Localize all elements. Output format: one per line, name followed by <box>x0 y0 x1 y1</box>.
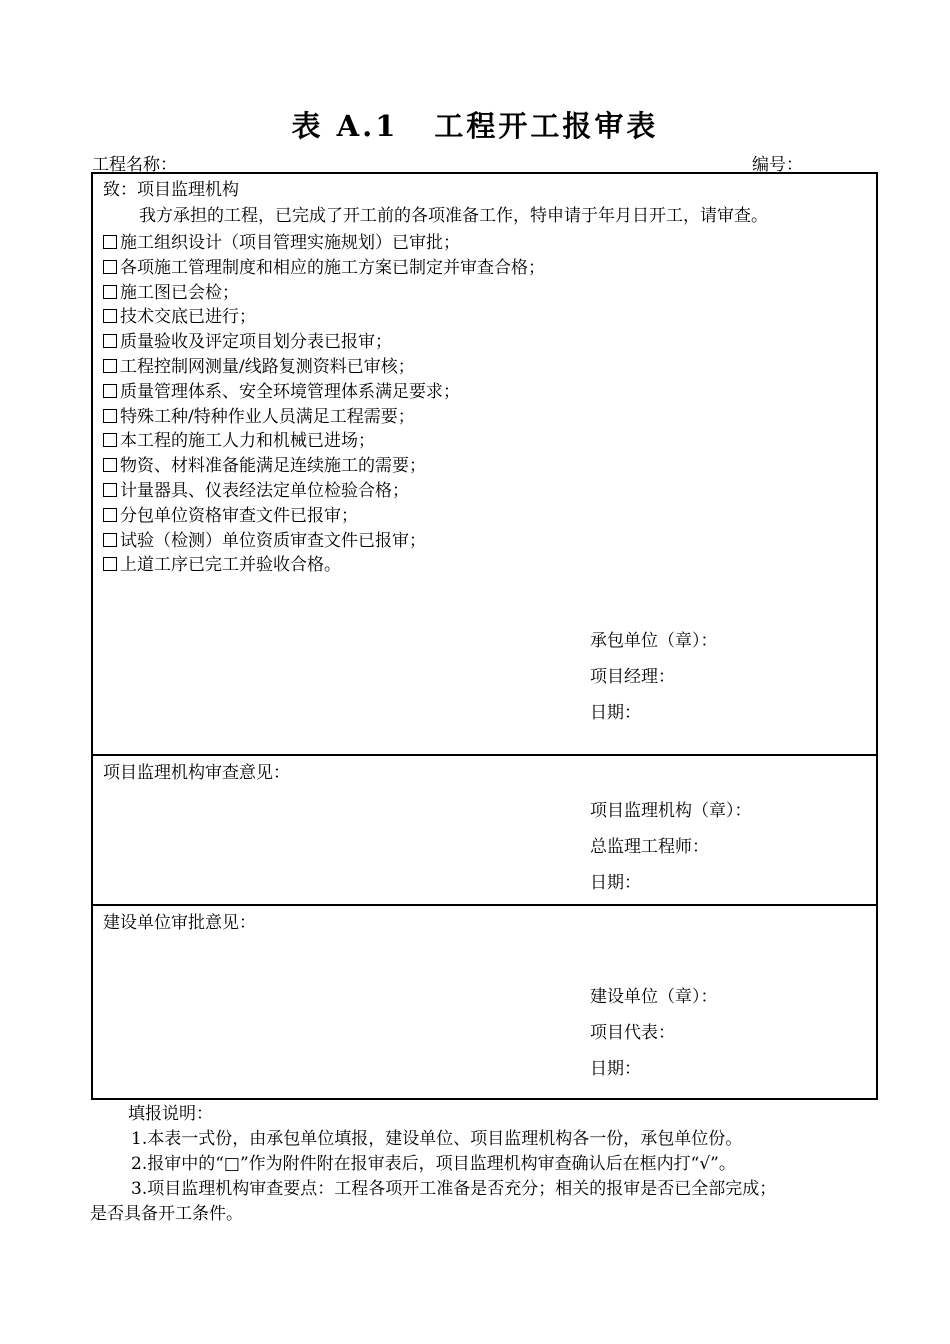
checklist-item: 计量器具、仪表经法定单位检验合格； <box>103 479 545 504</box>
owner-approval-section <box>93 904 876 1098</box>
checklist-item: 分包单位资格审查文件已报审； <box>103 504 545 529</box>
checklist-item: 试验（检测）单位资质审查文件已报审； <box>103 529 545 554</box>
checkbox[interactable] <box>103 508 117 522</box>
checkbox[interactable] <box>103 557 117 571</box>
checklist-item: 技术交底已进行； <box>103 305 545 330</box>
owner-seal-label: 建设单位（章）： <box>590 987 718 1007</box>
project-rep-label: 项目代表： <box>590 1023 675 1043</box>
project-manager-label: 项目经理： <box>590 667 675 687</box>
instruction-item: 2.报审中的“□”作为附件附在报审表后，项目监理机构审查确认后在框内打“√”。 <box>131 1154 736 1174</box>
prerequisite-checklist <box>103 231 545 578</box>
contractor-seal-label: 承包单位（章）： <box>590 631 718 651</box>
application-date-label: 日期： <box>590 703 641 723</box>
chief-engineer-label: 总监理工程师： <box>590 837 709 857</box>
instruction-item: 3.项目监理机构审查要点：工程各项开工准备是否充分；相关的报审是否已全部完成； <box>131 1179 777 1199</box>
checkbox[interactable] <box>103 433 117 447</box>
supervision-date-label: 日期： <box>590 873 641 893</box>
checkbox[interactable] <box>103 309 117 323</box>
checklist-item: 本工程的施工人力和机械已进场； <box>103 429 545 454</box>
checklist-item: 施工图已会检； <box>103 281 545 306</box>
checklist-item: 质量验收及评定项目划分表已报审； <box>103 330 545 355</box>
checkbox[interactable] <box>103 384 117 398</box>
checklist-item: 各项施工管理制度和相应的施工方案已制定并审查合格； <box>103 256 545 281</box>
owner-date-label: 日期： <box>590 1059 641 1079</box>
owner-opinion-heading: 建设单位审批意见： <box>103 913 256 933</box>
form-code: 表 A.1 <box>291 109 399 143</box>
checkbox[interactable] <box>103 409 117 423</box>
approval-form-table <box>91 172 878 1100</box>
application-section <box>93 174 876 754</box>
checkbox[interactable] <box>103 260 117 274</box>
checklist-item: 工程控制网测量/线路复测资料已审核； <box>103 355 545 380</box>
checklist-item: 上道工序已完工并验收合格。 <box>103 553 545 578</box>
checklist-item: 施工组织设计（项目管理实施规划）已审批； <box>103 231 545 256</box>
supervision-seal-label: 项目监理机构（章）： <box>590 801 752 821</box>
checklist-item: 质量管理体系、安全环境管理体系满足要求； <box>103 380 545 405</box>
checkbox[interactable] <box>103 458 117 472</box>
instruction-item: 是否具备开工条件。 <box>90 1204 243 1224</box>
checklist-item: 特殊工种/特种作业人员满足工程需要； <box>103 405 545 430</box>
checkbox[interactable] <box>103 334 117 348</box>
supervision-opinion-heading: 项目监理机构审查意见： <box>103 763 290 783</box>
form-title <box>0 104 950 145</box>
number-label: 编号： <box>752 155 803 175</box>
checkbox[interactable] <box>103 359 117 373</box>
project-name-label: 工程名称： <box>92 155 177 175</box>
supervision-review-section <box>93 754 876 904</box>
application-statement: 我方承担的工程，已完成了开工前的各项准备工作，特申请于年月日开工，请审查。 <box>139 206 768 226</box>
instructions-heading: 填报说明： <box>128 1104 213 1124</box>
filling-instructions <box>90 1102 865 1227</box>
checkbox[interactable] <box>103 533 117 547</box>
checkbox[interactable] <box>103 235 117 249</box>
checklist-item: 物资、材料准备能满足连续施工的需要； <box>103 454 545 479</box>
checkbox[interactable] <box>103 483 117 497</box>
checkbox[interactable] <box>103 285 117 299</box>
instruction-item: 1.本表一式份，由承包单位填报，建设单位、项目监理机构各一份，承包单位份。 <box>131 1129 743 1149</box>
form-title-text: 工程开工报审表 <box>434 109 659 143</box>
addressee-line: 致：项目监理机构 <box>103 180 239 200</box>
